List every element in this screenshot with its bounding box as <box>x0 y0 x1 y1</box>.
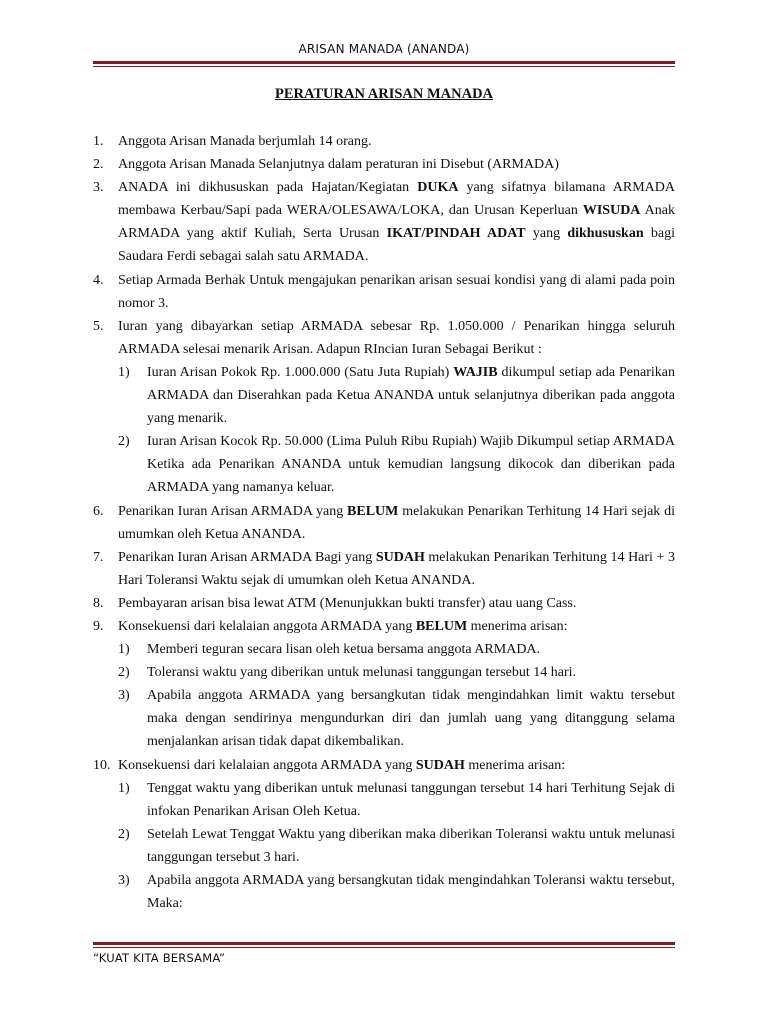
rule-text <box>118 273 675 311</box>
sub-rule-text <box>147 827 675 865</box>
sub-rule-list <box>118 638 675 753</box>
sub-rule-number: 1) <box>118 364 130 380</box>
text-segment: Penarikan Iuran Arisan ARMADA yang <box>118 503 348 519</box>
rule-text <box>118 134 372 149</box>
rule-item <box>93 153 675 176</box>
rule-text <box>118 504 675 542</box>
sub-rule-list <box>118 777 675 916</box>
sub-rule-item <box>118 869 675 915</box>
rule-item <box>93 615 675 754</box>
text-segment: Iuran yang dibayarkan setiap ARMADA sebesar Rp. 1.050.000 / Penarikan hingga seluruh ARMADA selesai menarik Arisan. Adapun RIncian Iuran Sebagai Berikut : <box>118 318 675 357</box>
text-segment: Setelah Lewat Tenggat Waktu yang diberikan maka diberikan Toleransi waktu untuk melunasi tanggungan tersebut 3 hari. <box>147 826 675 865</box>
text-segment: Iuran Arisan Pokok Rp. 1.000.000 (Satu Juta Rupiah) <box>147 364 454 380</box>
text-segment: Toleransi waktu yang diberikan untuk melunasi tanggungan tersebut 14 hari. <box>147 665 577 681</box>
emphasis-text: WISUDA <box>582 203 641 219</box>
text-segment: Konsekuensi dari kelalaian anggota ARMADA yang <box>118 618 416 634</box>
rule-number: 1. <box>93 134 104 149</box>
rule-item <box>93 500 675 546</box>
text-segment: Iuran Arisan Kocok Rp. 50.000 (Lima Puluh Ribu Rupiah) Wajib Dikumpul setiap ARMADA Ketika ada Penarikan ANANDA untuk kemudian langsung dikocok dan diberikan pada ARMADA yang namanya keluar. <box>147 434 675 496</box>
rule-text <box>118 596 576 611</box>
rule-text <box>118 319 675 357</box>
sub-rule-number: 2) <box>118 665 130 681</box>
text-segment: Pembayaran arisan bisa lewat ATM (Menunjukkan bukti transfer) atau uang Cass. <box>118 595 577 611</box>
sub-rule-item <box>118 638 675 661</box>
emphasis-text: BELUM <box>347 503 399 519</box>
rule-number: 7. <box>93 549 104 565</box>
rule-item <box>93 546 675 592</box>
sub-rule-item <box>118 361 675 430</box>
sub-rule-list <box>118 361 675 500</box>
header-title: ARISAN MANADA (ANANDA) <box>298 42 470 56</box>
text-segment: Setiap Armada Berhak Untuk mengajukan penarikan arisan sesuai kondisi yang di alami pada poin nomor 3. <box>118 272 675 311</box>
text-segment: melakukan Penarikan Terhitung 14 Hari sejak di umumkan oleh Ketua ANANDA. <box>118 503 675 542</box>
emphasis-text: DUKA <box>417 180 459 196</box>
text-segment: Memberi teguran secara lisan oleh ketua bersama anggota ARMADA. <box>147 642 541 658</box>
emphasis-text: WAJIB <box>453 364 498 380</box>
rule-item <box>93 130 675 153</box>
text-segment: yang <box>525 226 568 242</box>
emphasis-text: SUDAH <box>375 549 425 565</box>
footer-divider <box>93 942 675 948</box>
sub-rule-item <box>118 661 675 684</box>
text-segment: Apabila anggota ARMADA yang bersangkutan tidak mengindahkan Toleransi waktu tersebut, Maka: <box>147 873 675 912</box>
sub-rule-number: 1) <box>118 780 130 796</box>
sub-rule-text <box>147 365 675 426</box>
header-divider <box>93 61 675 67</box>
text-segment: Penarikan Iuran Arisan ARMADA Bagi yang <box>118 549 376 565</box>
rule-text <box>118 157 559 172</box>
text-segment: menerima arisan: <box>467 618 568 634</box>
rule-number: 8. <box>93 595 104 611</box>
rule-number: 6. <box>93 503 104 519</box>
sub-rule-number: 2) <box>118 434 130 450</box>
text-segment: ANADA ini dikhususkan pada Hajatan/Kegiatan <box>118 180 418 196</box>
rule-item <box>93 176 675 268</box>
rule-item <box>93 754 675 916</box>
sub-rule-number: 2) <box>118 826 130 842</box>
text-segment: melakukan Penarikan Terhitung 14 Hari + 3 Hari Toleransi Waktu sejak di umumkan oleh Ketua ANANDA. <box>118 549 675 588</box>
rule-number: 3. <box>93 180 104 196</box>
text-segment: bagi Saudara Ferdi sebagai salah satu ARMADA. <box>118 226 675 265</box>
rule-number: 9. <box>93 618 104 634</box>
footer-motto: “KUAT KITA BERSAMA” <box>93 951 226 965</box>
sub-rule-number: 3) <box>118 688 130 704</box>
rule-number: 4. <box>93 272 104 288</box>
rules-list <box>93 130 675 915</box>
text-segment: Konsekuensi dari kelalaian anggota ARMADA yang <box>118 757 416 773</box>
text-segment: dikumpul setiap ada Penarikan ARMADA dan Diserahkan pada Ketua ANANDA untuk selanjutnya diberikan pada anggota yang menarik. <box>147 364 676 427</box>
rule-item <box>93 315 675 500</box>
rule-number: 10. <box>93 757 111 773</box>
sub-rule-text <box>147 434 675 495</box>
text-segment: Anggota Arisan Manada Selanjutnya dalam peraturan ini Disebut (ARMADA) <box>118 157 559 173</box>
emphasis-text: IKAT/PINDAH ADAT <box>386 226 526 242</box>
rule-item <box>93 592 675 615</box>
sub-rule-item <box>118 777 675 823</box>
text-segment: Apabila anggota ARMADA yang bersangkutan tidak mengindahkan limit waktu tersebut maka dengan sendirinya mengundurkan diri dan jumlah uang yang ditanggung selama menjalankan arisan tidak dapat dikembalikan. <box>147 688 675 750</box>
sub-rule-item <box>118 684 675 753</box>
text-segment: yang sifatnya bilamana ARMADA membawa Kerbau/Sapi pada WERA/OLESAWA/LOKA, dan Urusan Keperluan <box>118 180 675 219</box>
sub-rule-text <box>147 873 675 911</box>
rule-number: 2. <box>93 157 104 173</box>
text-segment: Anak ARMADA yang aktif Kuliah, Serta Urusan <box>118 203 675 242</box>
rule-item <box>93 269 675 315</box>
document-title: PERATURAN ARISAN MANADA <box>274 86 494 102</box>
text-segment: Anggota Arisan Manada berjumlah 14 orang. <box>118 134 372 149</box>
rule-text <box>118 550 675 588</box>
sub-rule-text <box>147 642 540 657</box>
emphasis-text: SUDAH <box>415 757 465 773</box>
sub-rule-item <box>118 823 675 869</box>
rule-text <box>118 619 567 634</box>
text-segment: Tenggat waktu yang diberikan untuk melunasi tanggungan tersebut 14 hari Terhitung Sejak di infokan Penarikan Arisan Oleh Ketua. <box>147 780 675 819</box>
sub-rule-text <box>147 688 675 749</box>
sub-rule-number: 3) <box>118 873 130 888</box>
rule-number: 5. <box>93 318 104 334</box>
sub-rule-text <box>147 665 576 680</box>
text-segment: menerima arisan: <box>464 757 566 773</box>
emphasis-text: BELUM <box>415 618 468 634</box>
sub-rule-text <box>147 781 675 819</box>
sub-rule-number: 1) <box>118 642 130 658</box>
sub-rule-item <box>118 430 675 499</box>
rule-text <box>118 180 675 264</box>
emphasis-text: dikhususkan <box>567 226 644 242</box>
rule-text <box>118 758 565 773</box>
